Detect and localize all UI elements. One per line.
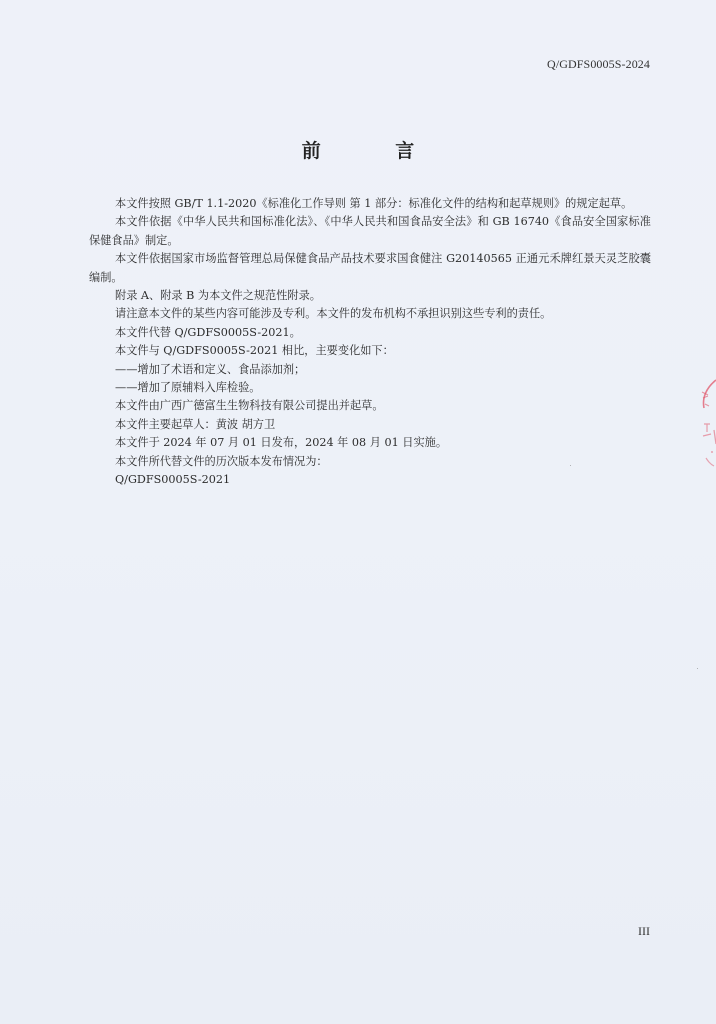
paragraph-appendix: 附录 A、附录 B 为本文件之规范性附录。: [115, 289, 321, 303]
paragraph-legal-basis: 本文件依据《中华人民共和国标准化法》、《中华人民共和国食品安全法》和 GB 16740《食品安全国家标准 保健食品》制定。: [89, 215, 651, 247]
paragraph-history-version: Q/GDFS0005S-2021: [115, 473, 231, 487]
paragraph-replaces: 本文件代替 Q/GDFS0005S-2021。: [115, 325, 301, 339]
paragraph-drafting-rules: 本文件按照 GB/T 1.1-2020《标准化工作导则 第 1 部分：标准化文件的结构和起草规则》的规定起草。: [115, 197, 633, 210]
paragraph-dates: 本文件于 2024 年 07 月 01 日发布，2024 年 08 月 01 日实施。: [115, 436, 448, 450]
paragraph-proposer: 本文件由广西广德富生生物科技有限公司提出并起草。: [115, 399, 384, 413]
scan-speck: [570, 465, 571, 466]
paragraph-patent-notice: 请注意本文件的某些内容可能涉及专利。本文件的发布机构不承担识别这些专利的责任。: [115, 307, 552, 321]
document-code: Q/GDFS0005S-2024: [547, 57, 650, 71]
paragraph-history-intro: 本文件所代替文件的历次版本发布情况为：: [115, 454, 328, 468]
foreword-body: [89, 195, 651, 490]
page-number: III: [638, 924, 650, 938]
paragraph-drafters: 本文件主要起草人：黄波 胡方卫: [115, 417, 276, 431]
page-title: 前 言: [301, 140, 449, 162]
seal-stamp-fragment: [692, 378, 716, 478]
scan-speck: [697, 668, 698, 669]
change-item: ——增加了术语和定义、食品添加剂；: [115, 362, 306, 376]
paragraph-technical-basis: 本文件依据国家市场监督管理总局保健食品产品技术要求国食健注 G20140565 正通元禾牌红景天灵芝胶囊编制。: [89, 252, 651, 284]
change-item: ——增加了原辅料入库检验。: [115, 381, 261, 395]
paragraph-changes-intro: 本文件与 Q/GDFS0005S-2021 相比，主要变化如下：: [115, 344, 394, 358]
